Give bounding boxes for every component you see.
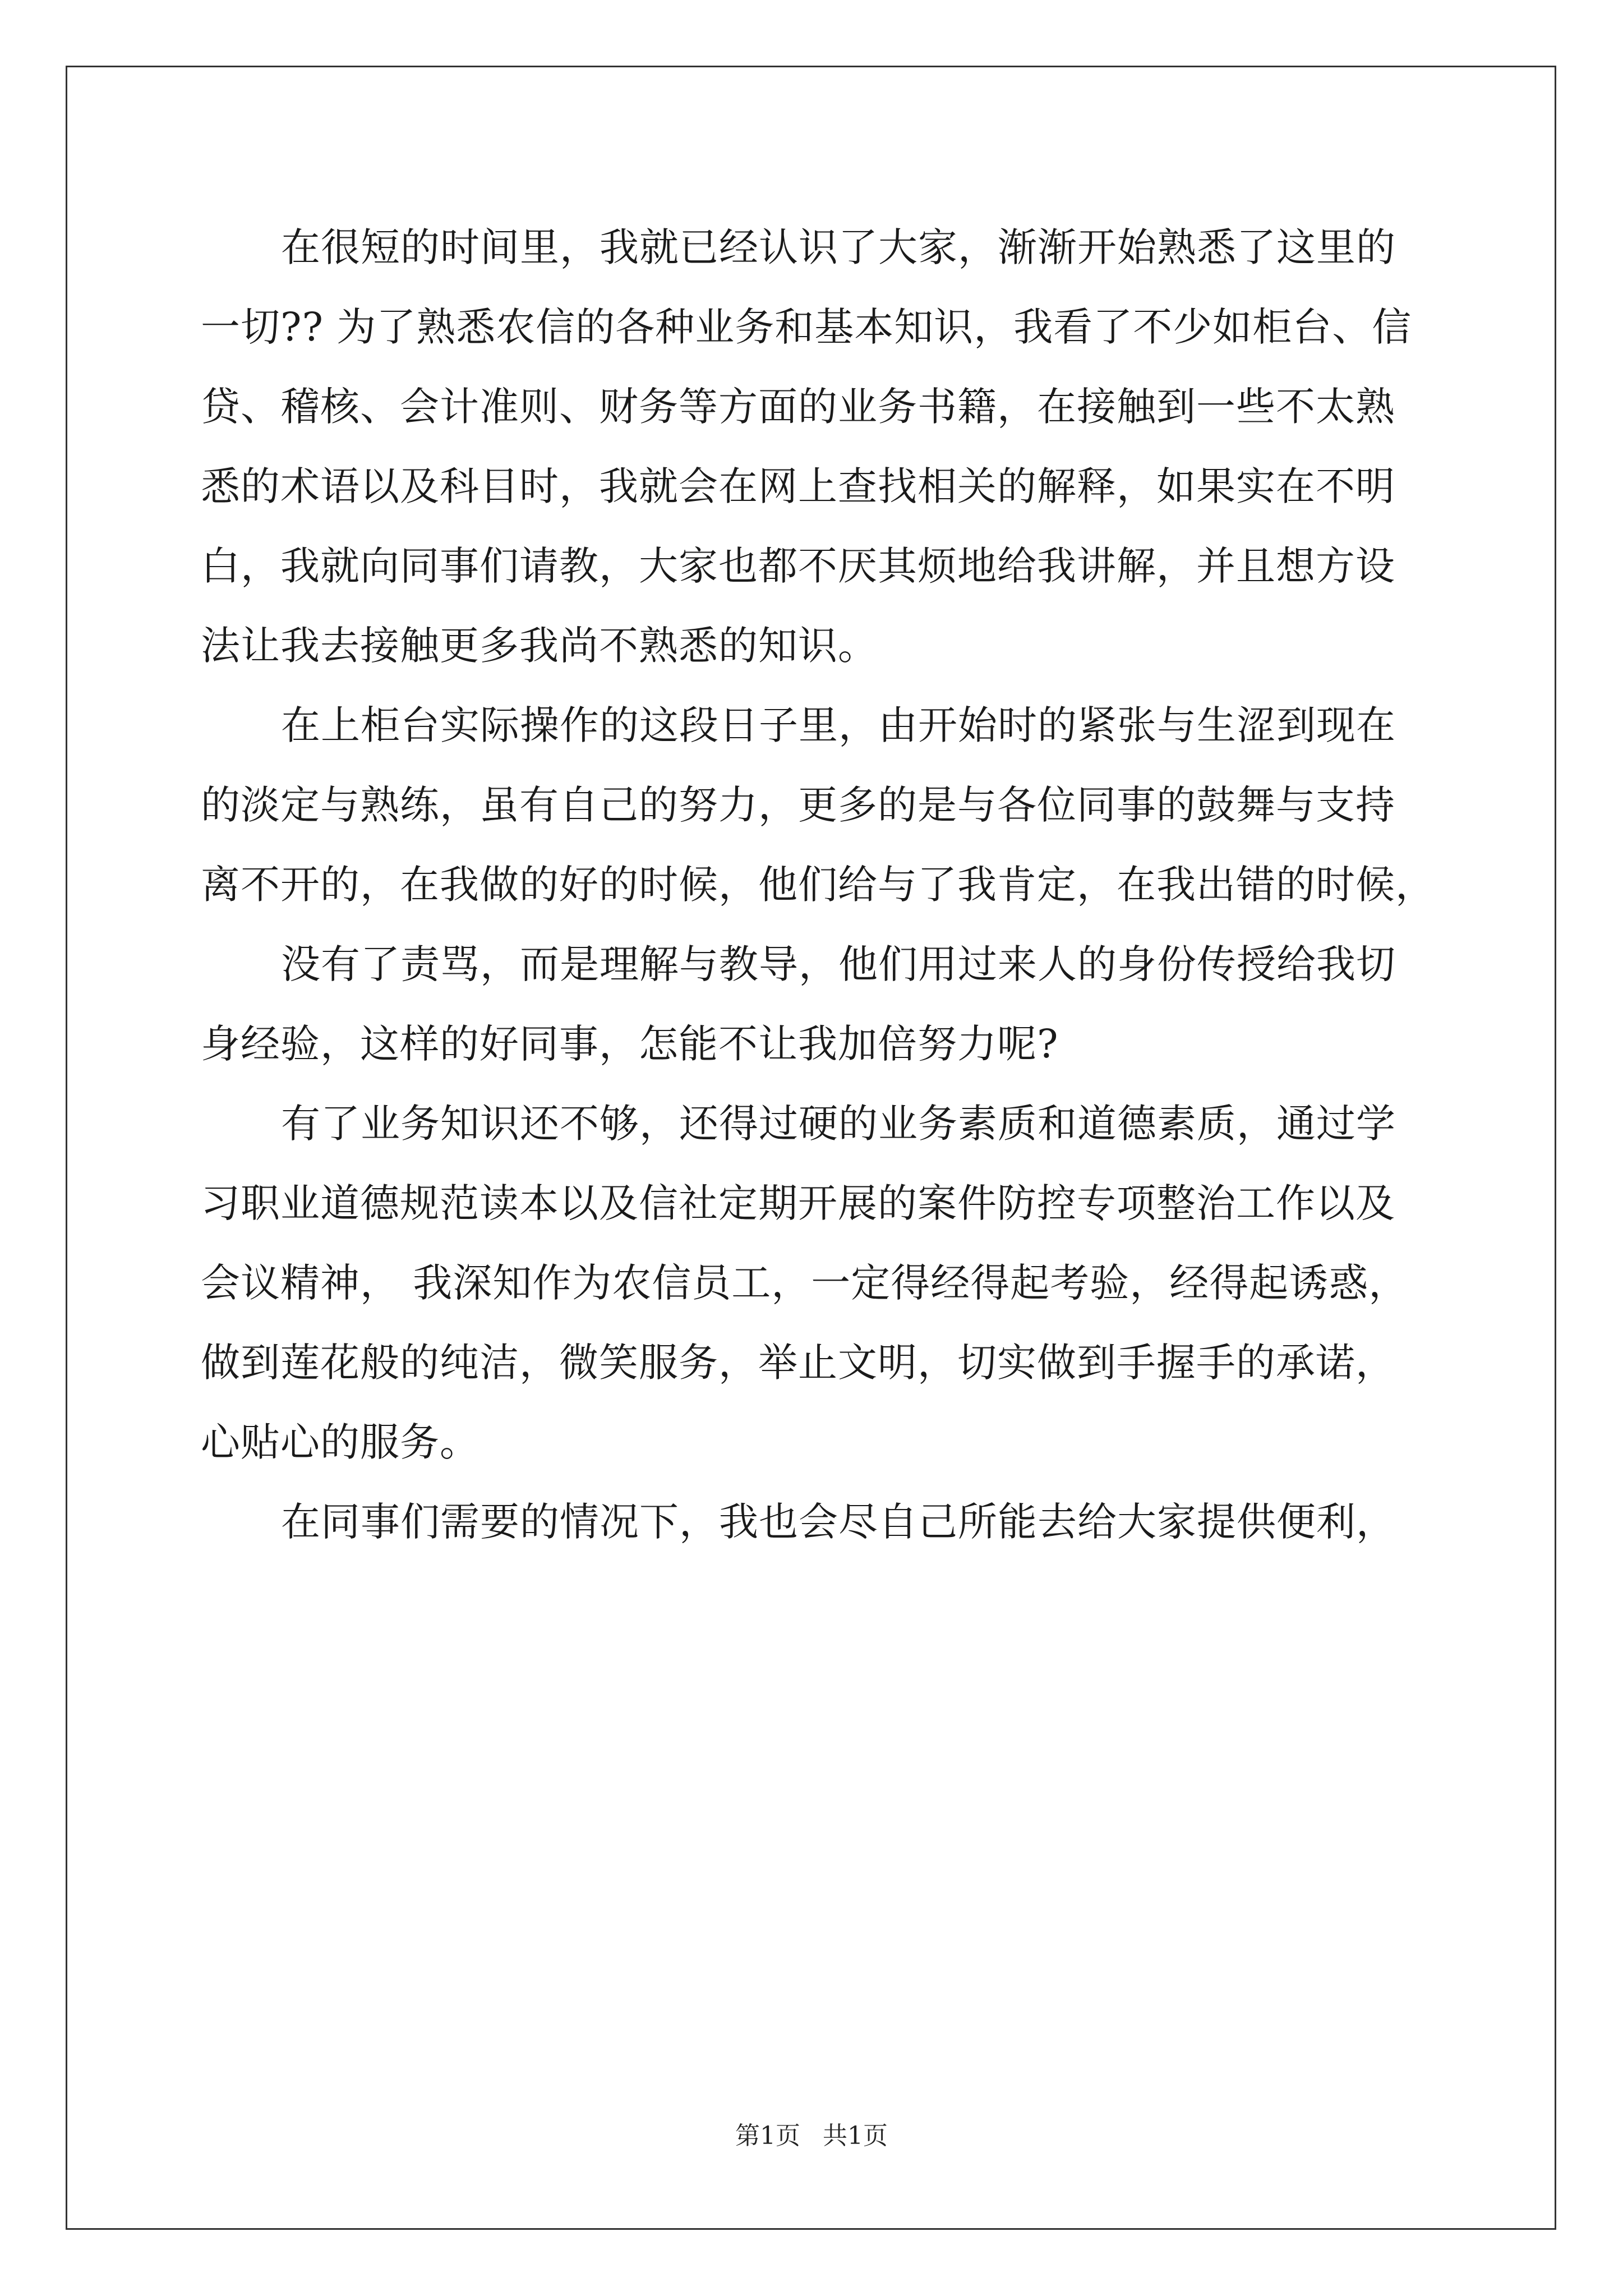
page-total: 共1页 <box>823 2122 888 2150</box>
page-number: 第1页 <box>735 2122 800 2150</box>
text-line: 有了业务知识还不够，还得过硬的业务素质和道德素质，通过学 <box>281 1101 1396 1147</box>
text-line: 一切?? 为了熟悉农信的各种业务和基本知识，我看了不少如柜台、信 <box>201 304 1412 350</box>
text-line: 会议精神， 我深知作为农信员工，一定得经得起考验，经得起诱惑， <box>201 1260 1409 1306</box>
text-line: 做到莲花般的纯洁，微笑服务，举止文明，切实做到手握手的承诺， <box>201 1340 1395 1386</box>
text-line: 没有了责骂，而是理解与教导，他们用过来人的身份传授给我切 <box>281 941 1396 987</box>
page-footer <box>0 2119 1623 2153</box>
text-line: 白，我就向同事们请教，大家也都不厌其烦地给我讲解，并且想方设 <box>201 543 1395 589</box>
text-line: 身经验，这样的好同事，怎能不让我加倍努力呢? <box>201 1021 1059 1067</box>
text-line: 习职业道德规范读本以及信社定期开展的案件防控专项整治工作以及 <box>201 1180 1395 1226</box>
text-line: 法让我去接触更多我尚不熟悉的知识。 <box>201 623 878 669</box>
text-line: 悉的术语以及科目时，我就会在网上查找相关的解释，如果实在不明 <box>201 463 1395 509</box>
text-line: 在同事们需要的情况下，我也会尽自己所能去给大家提供便利， <box>281 1499 1396 1545</box>
document-body <box>201 208 1435 1562</box>
text-line: 在上柜台实际操作的这段日子里，由开始时的紧张与生涩到现在 <box>281 702 1396 748</box>
text-line: 离不开的，在我做的好的时候，他们给与了我肯定，在我出错的时候， <box>201 862 1435 908</box>
text-line: 贷、稽核、会计准则、财务等方面的业务书籍，在接触到一些不太熟 <box>201 384 1395 430</box>
text-line: 心贴心的服务。 <box>201 1419 479 1465</box>
text-line: 在很短的时间里，我就已经认识了大家，渐渐开始熟悉了这里的 <box>281 224 1396 270</box>
text-line: 的淡定与熟练，虽有自己的努力，更多的是与各位同事的鼓舞与支持 <box>201 782 1395 828</box>
